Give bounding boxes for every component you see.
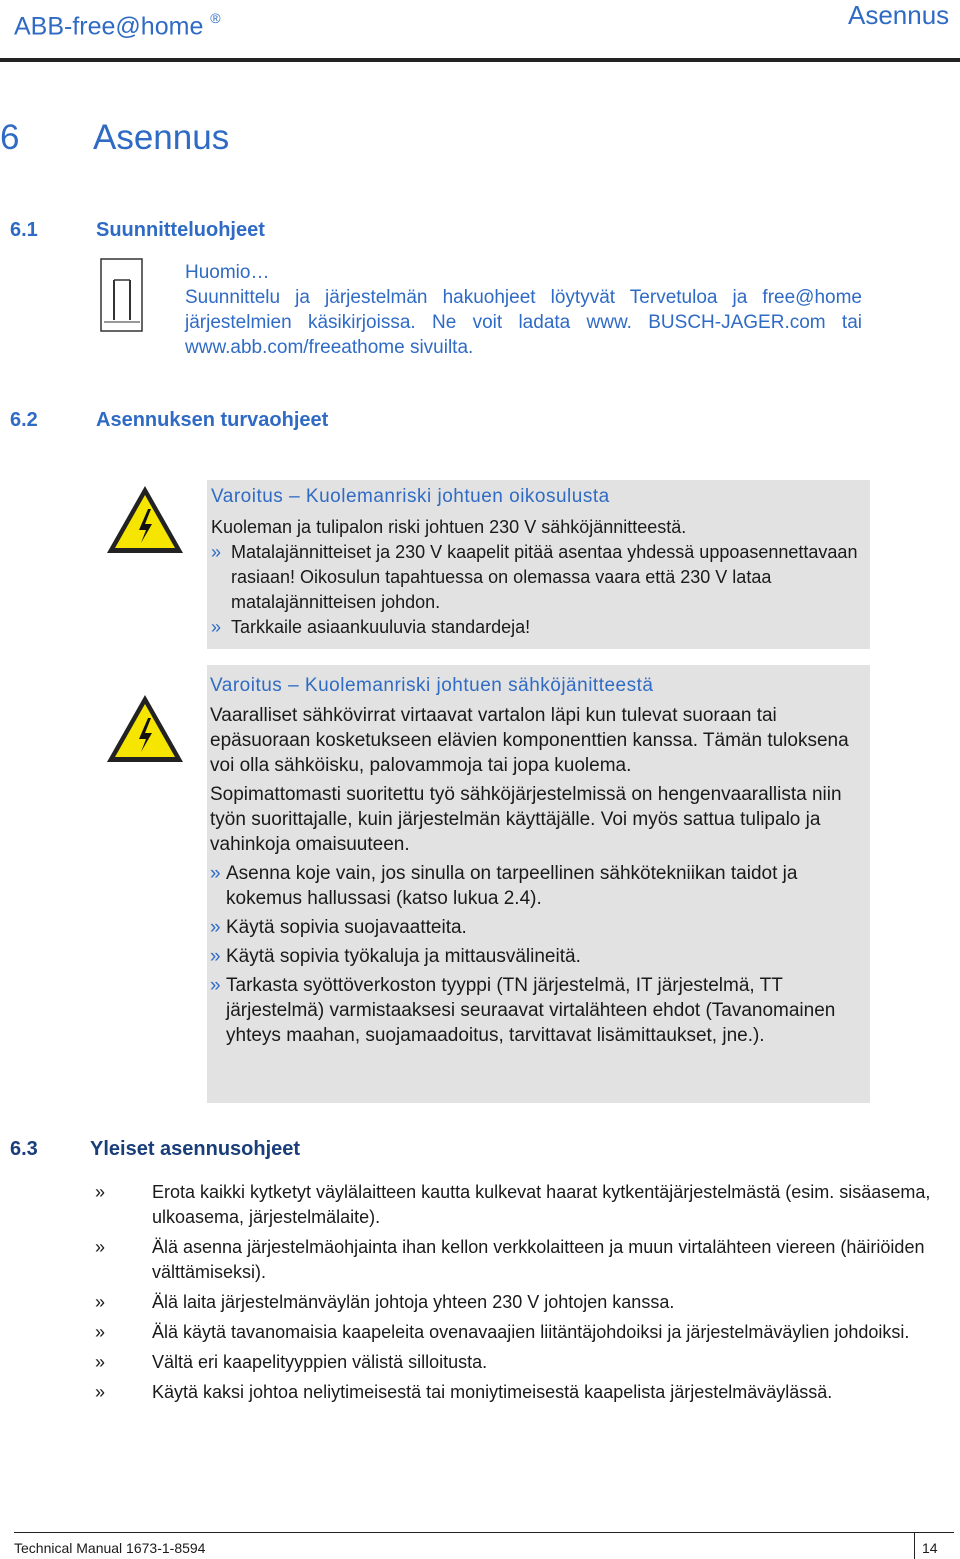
section-title: Asennuksen turvaohjeet (96, 409, 329, 431)
high-voltage-warning-icon (104, 692, 186, 766)
warning-line-text: Käytä sopivia työkaluja ja mittausvälineitä. (226, 946, 581, 967)
header-divider (0, 58, 960, 62)
section-title: Yleiset asennusohjeet (90, 1138, 301, 1160)
list-item (95, 1320, 960, 1345)
footer-page-separator (914, 1533, 915, 1559)
list-bullet: » (95, 1292, 106, 1312)
list-item-text: Käytä kaksi johtoa neliytimeisestä tai moniytimeisestä kaapelista järjestelmäväylässä. (152, 1382, 833, 1402)
arrow-bullet: » (210, 863, 221, 884)
section-6-1-heading (10, 219, 265, 242)
section-6-2-heading (10, 409, 328, 432)
registered-mark: ® (210, 10, 221, 26)
chapter-number: 6 (0, 118, 20, 157)
list-item-text: Älä asenna järjestelmäohjainta ihan kellon verkkolaitteen ja muun virtalähteen viereen (häiriöiden välttämiseksi). (152, 1237, 925, 1282)
warning-line-text: Matalajännitteiset ja 230 V kaapelit pitää asentaa yhdessä uppoasennettavaan rasiaan! Oikosulun tapahtuessa on olemassa vaara että 230 V lataa matalajännitteisen johdon. (231, 542, 858, 612)
section-title: Suunnitteluohjeet (96, 219, 265, 241)
warning-line-text: Tarkasta syöttöverkoston tyyppi (TN järjestelmä, IT järjestelmä, TT järjestelmä) varmistaaksesi seuraavat virtalähteen ehdot (Tavanomainen yhteys maahan, suojamaadoitus, tarvittavat lisämittaukset, jne.). (226, 975, 836, 1046)
document-note-icon (100, 258, 143, 332)
list-bullet: » (95, 1182, 106, 1202)
high-voltage-warning-icon (104, 483, 186, 557)
list-item (95, 1380, 960, 1405)
arrow-bullet: » (211, 542, 222, 562)
list-bullet: » (95, 1382, 106, 1402)
warning-line (211, 515, 869, 540)
section-6-3-heading (10, 1138, 300, 1161)
warning-line (210, 915, 862, 940)
note-title: Huomio… (185, 262, 270, 283)
arrow-bullet: » (210, 975, 221, 996)
warning-line-text: Asenna koje vain, jos sinulla on tarpeellinen sähkötekniikan taidot ja kokemus hallussasi (katso lukua 2.4). (226, 863, 798, 909)
warning-line (211, 540, 869, 615)
note-block (185, 260, 862, 360)
section-number: 6.1 (10, 219, 38, 241)
warning-line-text: Vaaralliset sähkövirrat virtaavat vartalon läpi kun tulevat suoraan tai epäsuoraan kosketukseen elävien komponenttien kanssa. Tämän tuloksena voi olla sähköisku, palovammoja tai jopa kuolema. (210, 705, 849, 776)
page-number: 14 (922, 1540, 938, 1556)
list-item (95, 1350, 960, 1375)
warning-box-short-circuit (207, 480, 870, 649)
warning-line-text: Kuoleman ja tulipalon riski johtuen 230 V sähköjännitteestä. (211, 517, 687, 537)
installation-guidelines-list (95, 1180, 960, 1410)
warning-line (210, 703, 862, 778)
section-number: 6.2 (10, 409, 38, 431)
note-body: Suunnittelu ja järjestelmän hakuohjeet löytyvät Tervetuloa ja free@home järjestelmien käsikirjoissa. Ne voit ladata www. BUSCH-JAGER.com tai www.abb.com/freeathome sivuilta. (185, 287, 862, 358)
warning-title: Varoitus – Kuolemanriski johtuen sähköjänitteestä (210, 675, 654, 696)
section-number: 6.3 (10, 1138, 38, 1160)
warning-line-text: Käytä sopivia suojavaatteita. (226, 917, 467, 938)
warning-line (210, 861, 862, 911)
warning-line-text: Sopimattomasti suoritettu työ sähköjärjestelmissä on hengenvaarallista niin työn suorittajalle, kuin järjestelmän käyttäjälle. Voi myös sattua tulipalo ja vahinkoja omaisuuteen. (210, 784, 842, 855)
list-item-text: Älä laita järjestelmänväylän johtoja yhteen 230 V johtojen kanssa. (152, 1292, 675, 1312)
arrow-bullet: » (210, 917, 221, 938)
footer-manual-id: Technical Manual 1673-1-8594 (14, 1540, 206, 1556)
list-item (95, 1180, 960, 1230)
warning-title: Varoitus – Kuolemanriski johtuen oikosulusta (211, 486, 610, 507)
header-brand (14, 12, 221, 41)
warning-box-electric-shock (207, 665, 870, 1103)
warning-line-text: Tarkkaile asiaankuuluvia standardeja! (231, 617, 531, 637)
warning-line (210, 973, 862, 1048)
warning-line (210, 782, 862, 857)
list-item (95, 1235, 960, 1285)
warning-body (211, 515, 869, 640)
arrow-bullet: » (211, 617, 222, 637)
list-item-text: Älä käytä tavanomaisia kaapeleita ovenavaajien liitäntäjohdoiksi ja järjestelmäväylien johdoiksi. (152, 1322, 910, 1342)
brand-name: ABB-free@home (14, 12, 204, 41)
list-bullet: » (95, 1352, 106, 1372)
warning-line (211, 615, 869, 640)
warning-line (210, 944, 862, 969)
warning-body (210, 703, 862, 1048)
chapter-name: Asennus (93, 118, 230, 157)
header-section-title: Asennus (848, 0, 950, 30)
footer-divider (14, 1532, 954, 1533)
chapter-title (0, 118, 229, 158)
list-bullet: » (95, 1237, 106, 1257)
list-item-text: Erota kaikki kytketyt väylälaitteen kautta kulkevat haarat kytkentäjärjestelmästä (esim. sisäasema, ulkoasema, järjestelmälaite). (152, 1182, 931, 1227)
list-item-text: Vältä eri kaapelityyppien välistä silloitusta. (152, 1352, 488, 1372)
list-item (95, 1290, 960, 1315)
list-bullet: » (95, 1322, 106, 1342)
arrow-bullet: » (210, 946, 221, 967)
